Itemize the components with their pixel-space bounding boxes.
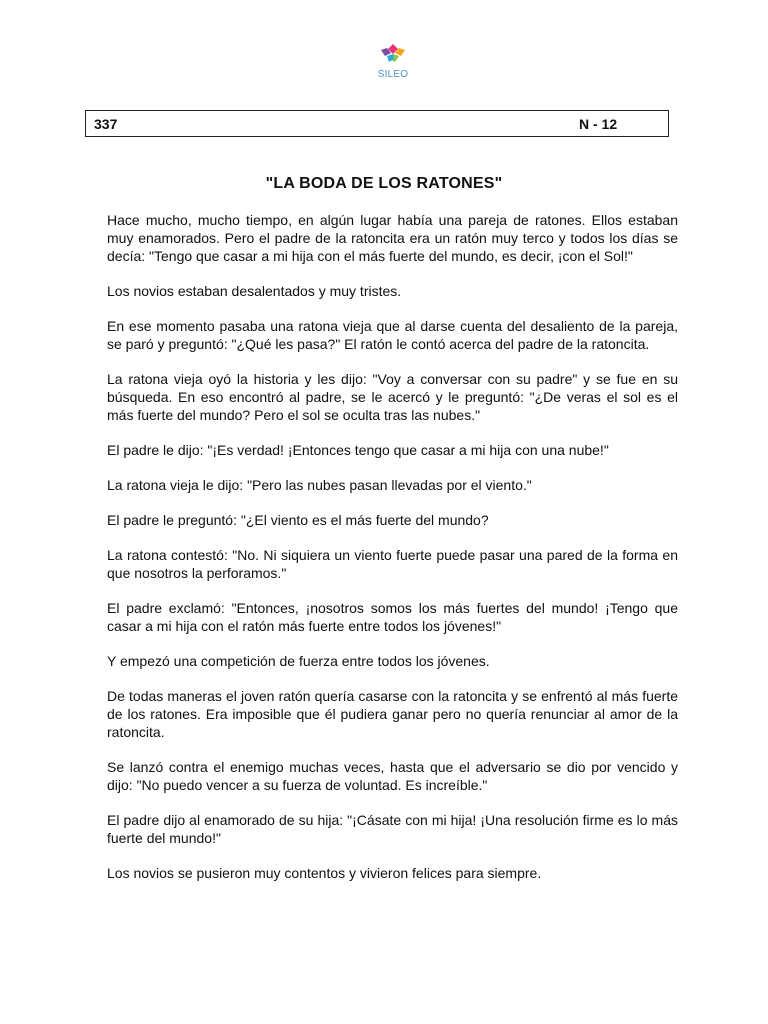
paragraph: Los novios estaban desalentados y muy tristes. — [107, 283, 402, 299]
paragraph: La ratona contestó: "No. Ni siquiera un viento fuerte puede pasar una pared de la forma en que nosotros la perforamos." — [107, 547, 678, 581]
paragraph: La ratona vieja le dijo: "Pero las nubes pasan llevadas por el viento." — [107, 477, 532, 493]
sileo-logo-icon — [377, 42, 409, 68]
sileo-logo — [370, 42, 416, 84]
document-code: N - 12 — [579, 116, 618, 132]
paragraph: Hace mucho, mucho tiempo, en algún lugar había una pareja de ratones. Ellos estaban muy enamorados. Pero el padre de la ratoncita era un ratón muy terco y todos los días se decía: "Tengo que casar a mi hija con el más fuerte del mundo, es decir, ¡con el Sol!" — [107, 212, 678, 264]
paragraph: De todas maneras el joven ratón quería casarse con la ratoncita y se enfrentó al más fuerte de los ratones. Era imposible que él pudiera ganar pero no quería renunciar al amor de la ratoncita. — [107, 688, 678, 740]
paragraph: El padre exclamó: "Entonces, ¡nosotros somos los más fuertes del mundo! ¡Tengo que casar a mi hija con el ratón más fuerte entre todos los jóvenes!" — [107, 600, 678, 634]
paragraph: La ratona vieja oyó la historia y les dijo: "Voy a conversar con su padre" y se fue en su búsqueda. En eso encontró al padre, se le acercó y le preguntó: "¿De veras el sol es el más fuerte del mundo? Pero el sol se oculta tras las nubes." — [107, 371, 678, 423]
paragraph: Los novios se pusieron muy contentos y vivieron felices para siempre. — [107, 865, 542, 881]
story-body — [107, 211, 678, 899]
logo-text: SILEO — [377, 69, 409, 80]
paragraph: El padre dijo al enamorado de su hija: "¡Cásate con mi hija! ¡Una resolución firme es lo más fuerte del mundo!" — [107, 812, 678, 846]
paragraph: Se lanzó contra el enemigo muchas veces, hasta que el adversario se dio por vencido y dijo: "No puedo vencer a su fuerza de voluntad. Es increíble." — [107, 759, 678, 793]
paragraph: Y empezó una competición de fuerza entre todos los jóvenes. — [107, 653, 490, 669]
paragraph: El padre le preguntó: "¿El viento es el más fuerte del mundo? — [107, 512, 489, 528]
story-title: "LA BODA DE LOS RATONES" — [265, 175, 503, 192]
document-number: 337 — [94, 116, 118, 132]
paragraph: En ese momento pasaba una ratona vieja que al darse cuenta del desaliento de la pareja, se paró y preguntó: "¿Qué les pasa?" El ratón le contó acerca del padre de la ratoncita. — [107, 318, 678, 352]
paragraph: El padre le dijo: "¡Es verdad! ¡Entonces tengo que casar a mi hija con una nube!" — [107, 442, 609, 458]
document-header-box — [85, 110, 669, 137]
